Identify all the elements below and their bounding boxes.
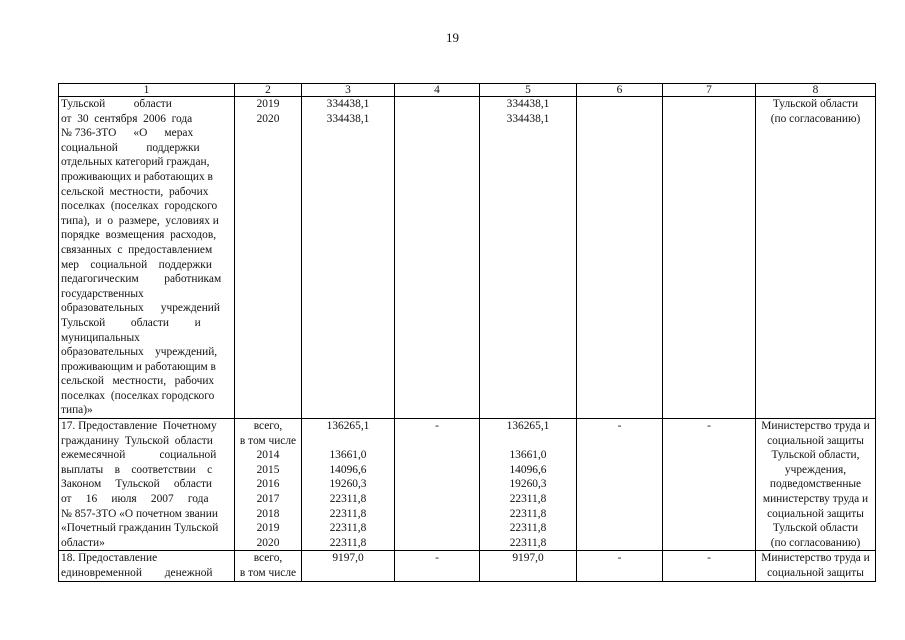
cell-line: педагогическим работникам [61,273,222,286]
column-header: 3 [302,84,395,97]
cell-line: - [707,420,711,433]
cell-line: 2019 [256,98,280,110]
measure-name-cell [59,419,235,551]
cell-line: порядке возмещения расходов, [61,229,217,242]
cell-line: в том числе [239,567,297,579]
cell-line: 14096,6 [509,463,547,476]
responsible-executor-cell [756,419,876,551]
cell-line: 2014 [256,449,280,462]
column-header: 8 [756,84,876,97]
cell-line: всего, [253,552,283,565]
cell-line: 18. Предоставление [61,552,158,565]
responsible-executor-cell [756,551,876,581]
cell-line: социальной защиты [767,567,864,579]
column-header: 4 [395,84,480,97]
cell-line: 22311,8 [509,493,547,506]
cell-line: 136265,1 [506,420,550,433]
page-number: 19 [446,30,459,45]
cell-line: - [707,552,711,565]
table-row [59,419,876,551]
cell-line: 22311,8 [329,536,367,549]
column-4-cell [395,551,480,581]
responsible-executor-cell [756,97,876,419]
year-cell [235,551,302,581]
column-5-amount-cell [480,419,577,551]
cell-line: Тульской области [772,98,859,110]
cell-line: 2020 [256,536,280,549]
cell-line: подведомственные [769,478,862,491]
cell-line: - [435,552,439,565]
column-4-cell [395,97,480,419]
cell-line: - [617,420,622,433]
cell-line: 22311,8 [509,522,547,535]
cell-line: 9197,0 [512,552,544,565]
column-number-header-row [59,84,876,97]
cell-line: 22311,8 [329,493,367,506]
column-5-amount-cell [480,551,577,581]
column-header: 1 [59,84,235,97]
cell-line: связанных с предоставлением [61,243,213,256]
cell-line: 19260,3 [509,478,547,491]
cell-line: поселках (поселках городского [61,200,218,213]
cell-line: выплаты в соответствии с [61,463,213,476]
cell-line: 22311,8 [329,522,367,535]
column-4-cell [395,419,480,551]
column-header: 7 [663,84,756,97]
cell-line: от 16 июля 2007 года [61,493,209,506]
cell-line: 13661,0 [329,449,367,462]
cell-line: № 736-ЗТО «О мерах [61,127,194,140]
cell-line: мер социальной поддержки [61,258,212,271]
column-header: 6 [577,84,663,97]
cell-line: единовременной денежной [61,567,213,579]
table-row [59,551,876,581]
cell-line: 334438,1 [506,112,550,125]
column-6-cell [577,551,663,581]
program-table [58,83,876,582]
cell-line: Законом Тульской области [61,478,213,491]
year-cell [235,419,302,551]
cell-line: 2020 [256,112,280,125]
cell-line: 22311,8 [329,507,367,520]
cell-line: проживающим и работающим в [61,360,216,373]
cell-line: сельской местности, рабочих [61,185,209,198]
cell-line: типа), и о размере, условиях и [61,214,219,227]
cell-line: 17. Предоставление Почетному [61,420,217,433]
cell-line: - [435,420,439,433]
total-amount-cell [302,551,395,581]
cell-line: образовательных учреждений [61,302,220,315]
cell-line: Министерство труда и [761,552,870,565]
cell-line: 22311,8 [509,507,547,520]
cell-line: 2017 [256,493,280,506]
cell-line: проживающих и работающих в [61,170,213,183]
cell-line: «Почетный гражданин Тульской [61,522,219,535]
cell-line: 9197,0 [332,552,364,565]
cell-line: № 857-ЗТО «О почетном звании [61,507,218,520]
cell-line: ежемесячной социальной [61,449,217,462]
column-5-amount-cell [480,97,577,419]
cell-line: социальной поддержки [61,141,200,154]
column-header: 2 [235,84,302,97]
cell-line: Тульской области и [61,316,201,329]
cell-line: Тульской области [61,98,172,110]
cell-line: муниципальных [61,331,140,344]
cell-line: области» [61,536,105,549]
cell-line: 13661,0 [509,449,547,462]
cell-line: (по согласованию) [770,112,861,125]
column-7-cell [663,97,756,419]
cell-line: поселках (поселках городского [61,389,215,402]
cell-line: министерству труда и [762,493,869,506]
cell-line [304,434,392,449]
cell-line: сельской местности, рабочих [61,375,215,388]
table-row [59,97,876,419]
cell-line: 334438,1 [326,98,370,110]
cell-line: от 30 сентября 2006 года [61,112,193,125]
cell-line: образовательных учреждений, [61,346,218,359]
cell-line: отдельных категорий граждан, [61,156,210,169]
cell-line: 136265,1 [326,420,370,433]
cell-line: 14096,6 [329,463,367,476]
cell-line: 2015 [256,463,280,476]
column-header: 5 [480,84,577,97]
cell-line: (по согласованию) [770,536,861,549]
cell-line: всего, [253,420,283,433]
cell-line: типа)» [61,404,93,417]
measure-name-cell [59,551,235,581]
cell-line: 2018 [256,507,280,520]
cell-line [482,434,574,449]
cell-line: 2019 [256,522,280,535]
cell-line: учреждения, [784,463,847,476]
year-cell [235,97,302,419]
measure-name-cell [59,97,235,419]
cell-line: Министерство труда и [761,420,870,433]
column-6-cell [577,97,663,419]
cell-line: 334438,1 [506,98,550,110]
cell-line: 22311,8 [509,536,547,549]
cell-line: гражданину Тульской области [61,434,213,447]
cell-line: государственных [61,287,144,300]
column-7-cell [663,419,756,551]
cell-line: 19260,3 [329,478,367,491]
total-amount-cell [302,419,395,551]
cell-line: 2016 [256,478,280,491]
cell-line: Тульской области, [771,449,860,462]
column-7-cell [663,551,756,581]
column-6-cell [577,419,663,551]
cell-line: социальной защиты [767,507,864,520]
total-amount-cell [302,97,395,419]
cell-line: 334438,1 [326,112,370,125]
cell-line: в том числе [239,434,297,447]
cell-line: Тульской области [772,522,859,535]
cell-line: - [617,552,622,565]
cell-line: социальной защиты [767,434,864,447]
